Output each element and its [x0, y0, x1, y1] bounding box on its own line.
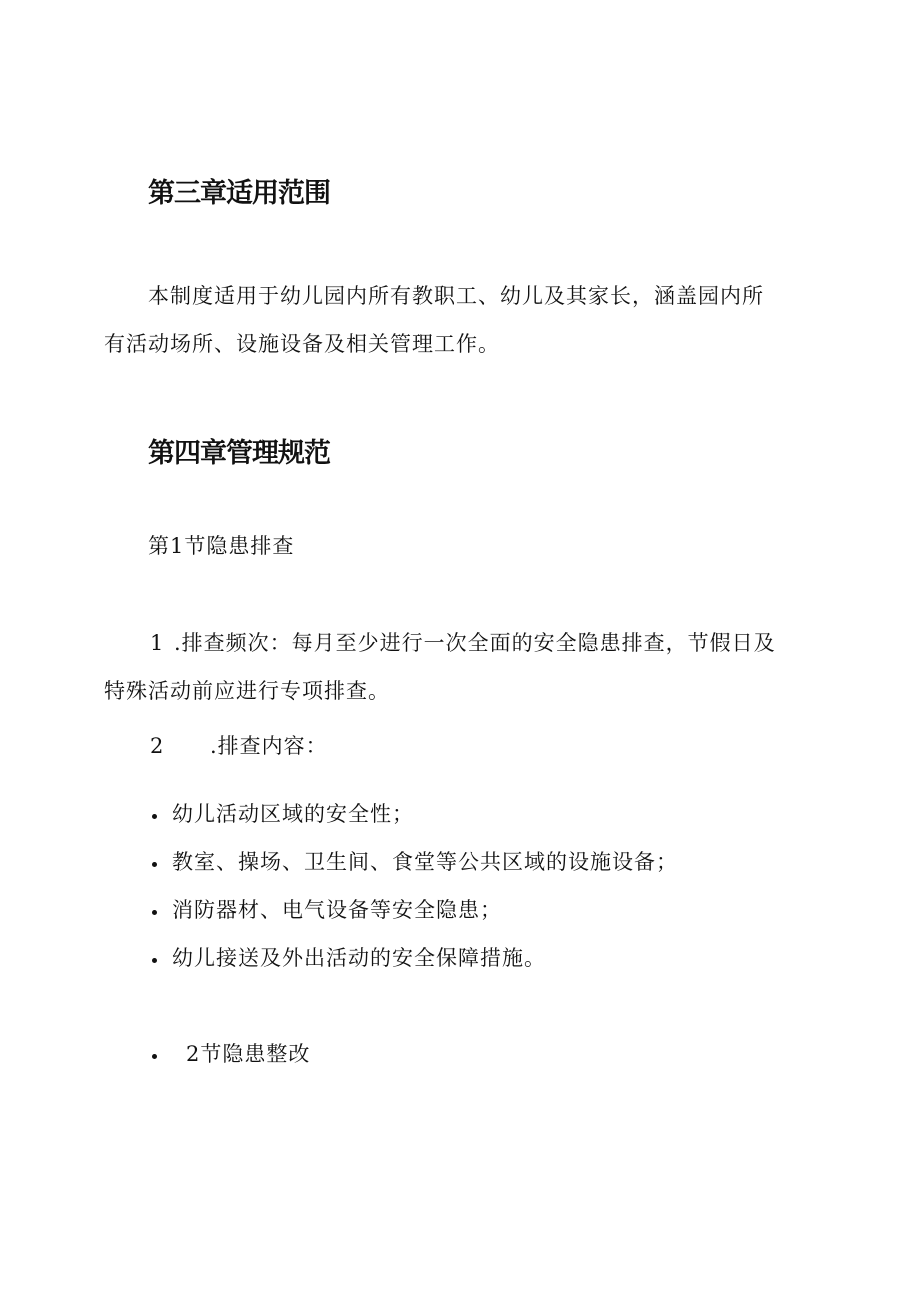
bullet-dot — [152, 958, 157, 963]
bullet-item-2: 教室、操场、卫生间、食堂等公共区域的设施设备； — [172, 850, 678, 874]
chapter-4-title: 第四章管理规范 — [148, 438, 330, 469]
section-2-heading: 2节隐患整改 — [186, 1042, 311, 1066]
item-1-number: 1 — [150, 631, 165, 655]
item-2-number: 2 — [150, 734, 165, 758]
chapter-3-paragraph-line-1: 本制度适用于幼儿园内所有教职工、幼儿及其家长，涵盖园内所 — [148, 284, 764, 308]
bullet-item-1: 幼儿活动区域的安全性； — [172, 802, 414, 826]
item-1-line-2: 特殊活动前应进行专项排查。 — [104, 679, 390, 703]
item-1-line-1: .排查频次：每月至少进行一次全面的安全隐患排查，节假日及 — [174, 631, 776, 655]
section-1-heading: 第1节隐患排查 — [148, 534, 295, 558]
bullet-dot — [152, 862, 157, 867]
bullet-dot — [152, 814, 157, 819]
bullet-item-4: 幼儿接送及外出活动的安全保障措施。 — [172, 946, 546, 970]
bullet-item-3: 消防器材、电气设备等安全隐患； — [172, 898, 502, 922]
bullet-dot — [152, 910, 157, 915]
bullet-dot — [152, 1054, 157, 1059]
item-2-text: .排查内容： — [210, 734, 328, 758]
chapter-3-title: 第三章适用范围 — [148, 178, 330, 209]
chapter-3-paragraph-line-2: 有活动场所、设施设备及相关管理工作。 — [104, 332, 500, 356]
